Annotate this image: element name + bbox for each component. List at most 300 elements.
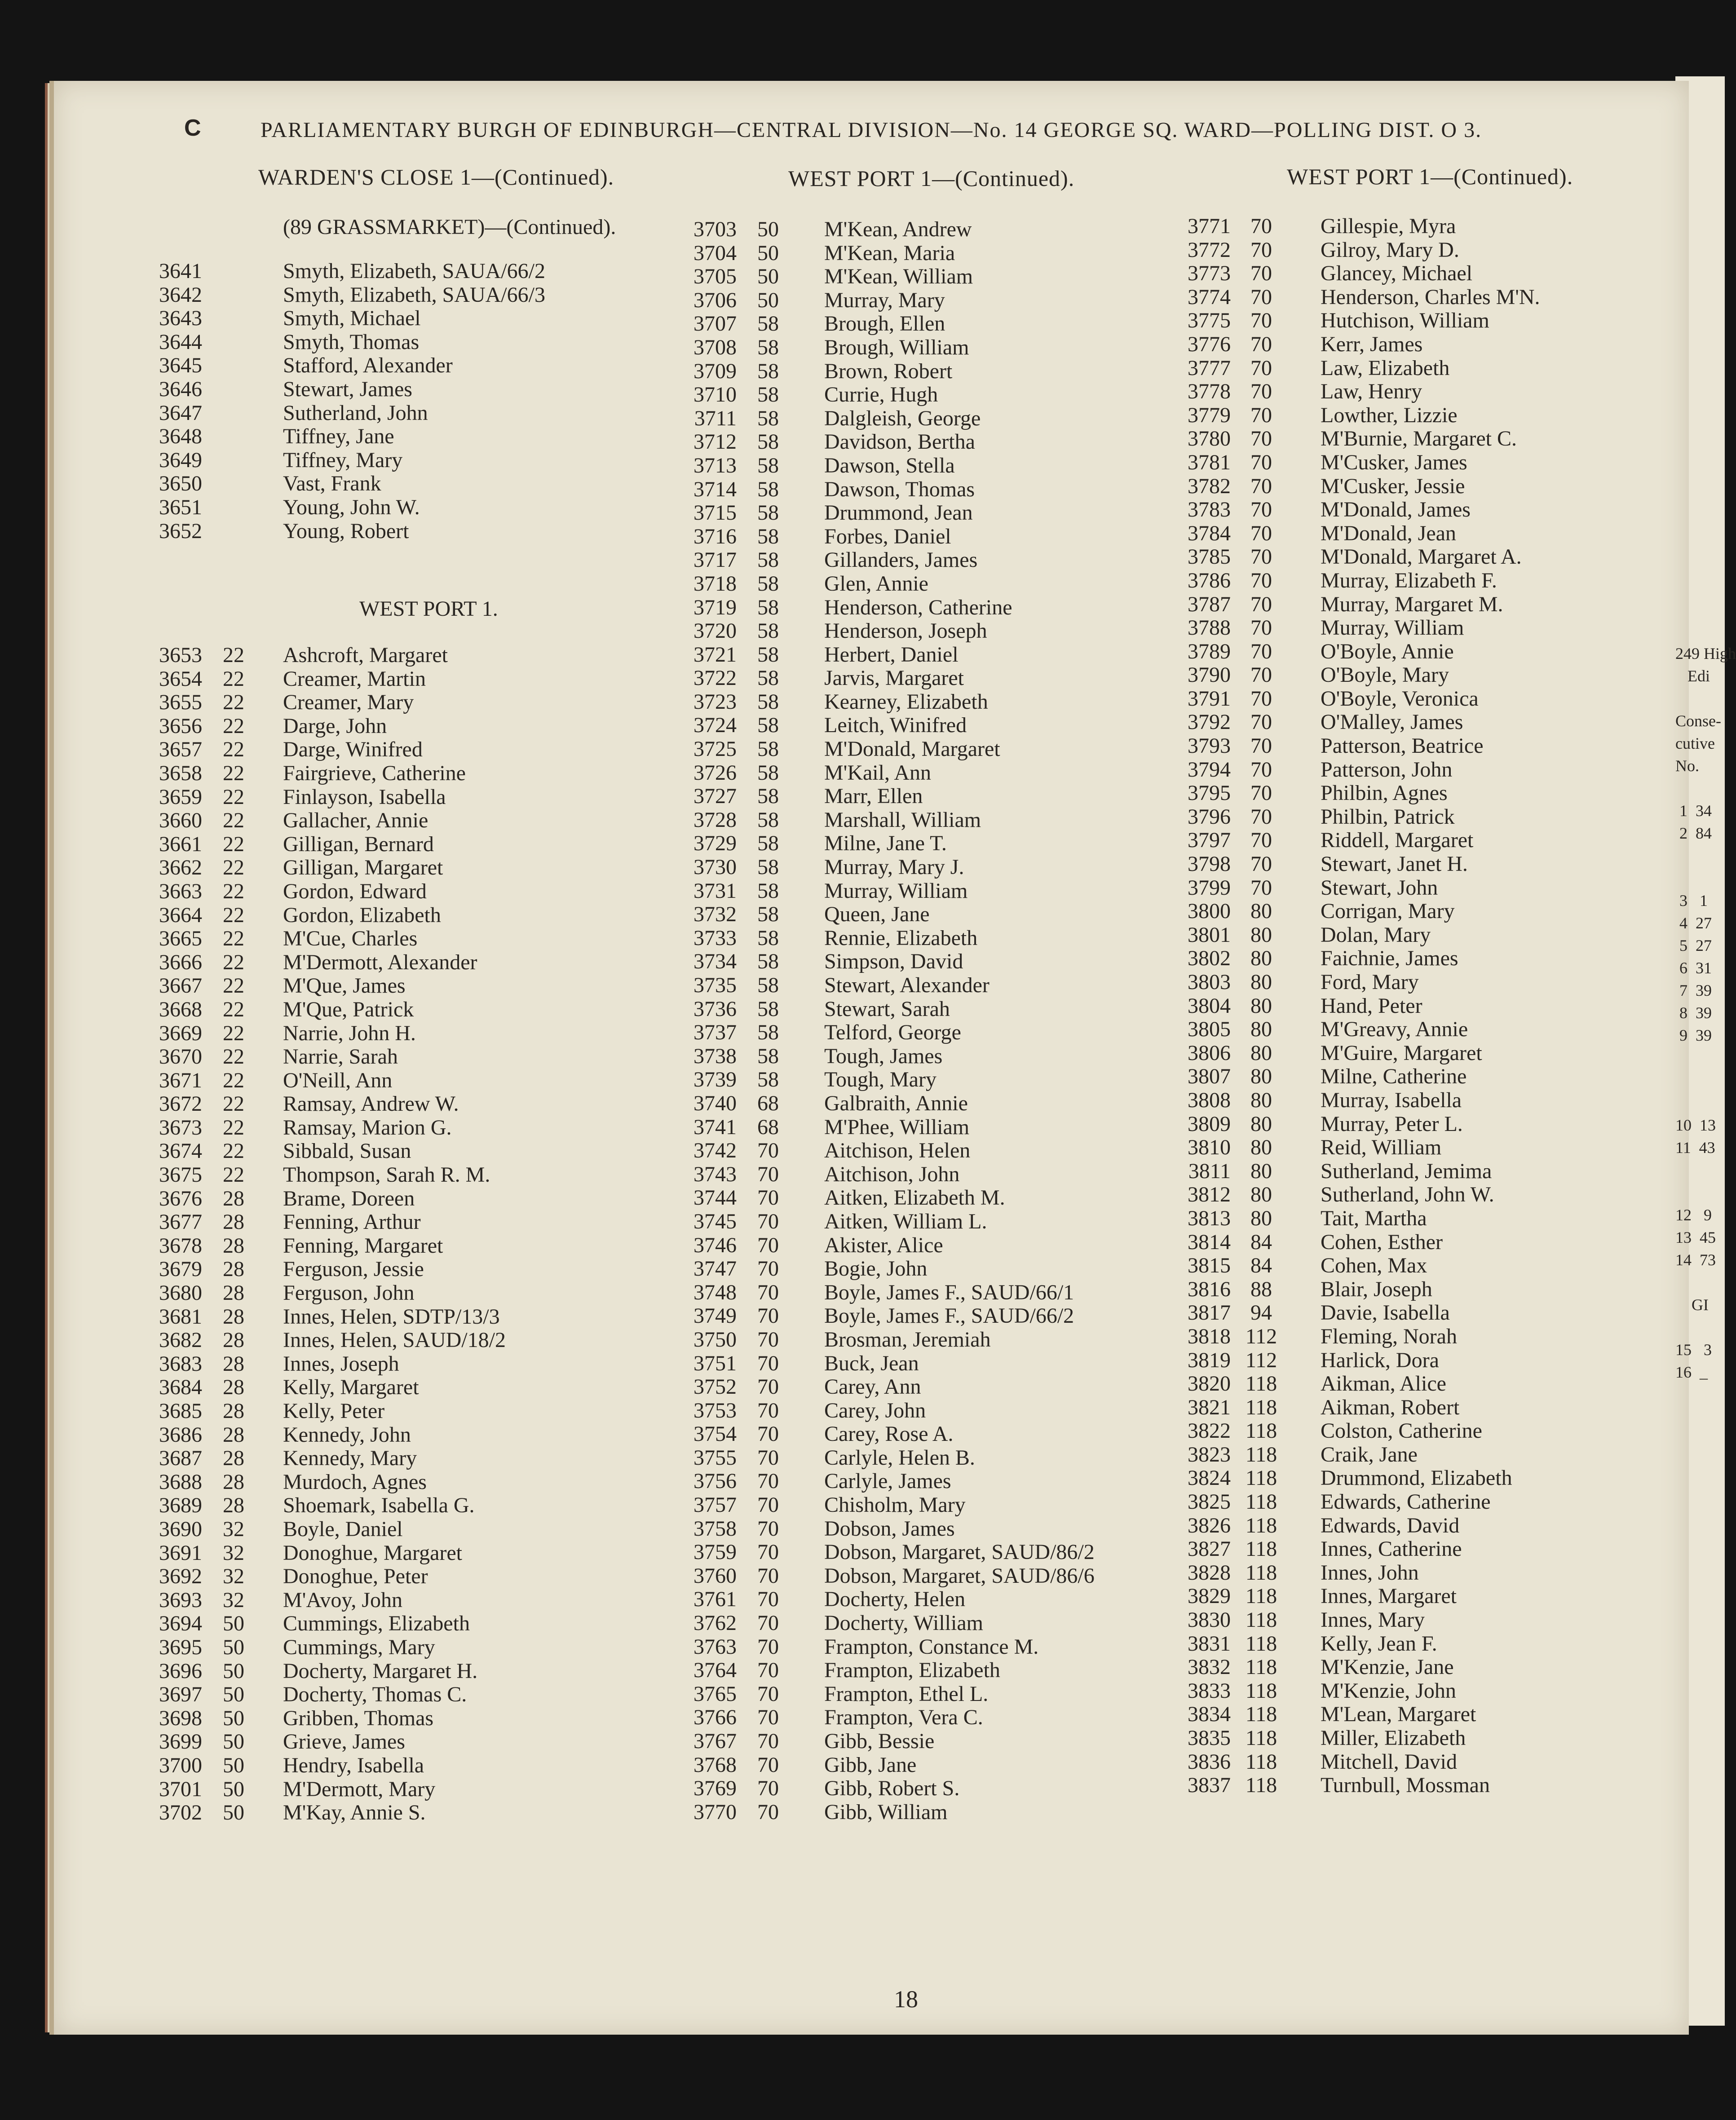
house-number: 28 bbox=[223, 1493, 244, 1518]
voter-name: Sutherland, Jemima bbox=[1321, 1159, 1492, 1183]
voter-number: 3739 bbox=[694, 1068, 737, 1092]
voter-name: Buck, Jean bbox=[824, 1351, 919, 1375]
voter-name: O'Boyle, Annie bbox=[1321, 639, 1454, 663]
voter-number: 3722 bbox=[694, 666, 737, 690]
voter-number: 3762 bbox=[694, 1611, 737, 1635]
voter-number: 3654 bbox=[159, 667, 202, 691]
voter-name: Boyle, James F., SAUD/66/2 bbox=[824, 1304, 1074, 1328]
voter-name: Forbes, Daniel bbox=[824, 524, 951, 548]
voter-number: 3802 bbox=[1188, 946, 1231, 971]
voter-name: Drummond, Jean bbox=[824, 501, 973, 525]
voter-number: 3718 bbox=[694, 571, 737, 596]
voter-number: 3753 bbox=[694, 1398, 737, 1422]
voter-name: Frampton, Ethel L. bbox=[824, 1682, 989, 1706]
house-number: 80 bbox=[1250, 899, 1272, 923]
voter-number: 3656 bbox=[159, 714, 202, 738]
house-number: 22 bbox=[223, 808, 244, 833]
voter-number: 3803 bbox=[1188, 970, 1231, 994]
house-number: 70 bbox=[757, 1516, 779, 1541]
house-number: 22 bbox=[223, 785, 244, 809]
voter-number: 3754 bbox=[694, 1422, 737, 1446]
voter-number: 3744 bbox=[694, 1186, 737, 1210]
voter-number: 3826 bbox=[1188, 1513, 1231, 1537]
voter-name: M'Cusker, James bbox=[1321, 450, 1467, 474]
voter-number: 3658 bbox=[159, 761, 202, 785]
house-number: 22 bbox=[223, 1021, 244, 1045]
house-number: 118 bbox=[1245, 1466, 1277, 1490]
voter-number: 3769 bbox=[694, 1776, 737, 1801]
house-number: 22 bbox=[223, 927, 244, 951]
voter-name: Murray, Mary bbox=[824, 288, 945, 312]
voter-name: Drummond, Elizabeth bbox=[1321, 1466, 1512, 1490]
house-number: 68 bbox=[757, 1091, 779, 1115]
house-number: 80 bbox=[1250, 1041, 1272, 1065]
house-number: 58 bbox=[757, 784, 779, 808]
voter-name: Sibbald, Susan bbox=[283, 1139, 411, 1163]
voter-number: 3789 bbox=[1188, 639, 1231, 663]
column1-subheading: (89 GRASSMARKET)—(Continued). bbox=[283, 215, 616, 239]
voter-number: 3759 bbox=[694, 1540, 737, 1564]
voter-number: 3692 bbox=[159, 1564, 202, 1589]
house-number: 22 bbox=[223, 997, 244, 1021]
house-number: 70 bbox=[1250, 757, 1272, 782]
voter-number: 3825 bbox=[1188, 1490, 1231, 1514]
voter-number: 3643 bbox=[159, 306, 202, 331]
house-number: 58 bbox=[757, 430, 779, 454]
voter-name: Corrigan, Mary bbox=[1321, 899, 1455, 923]
house-number: 28 bbox=[223, 1352, 244, 1376]
voter-number: 3705 bbox=[694, 265, 737, 289]
house-number: 22 bbox=[223, 856, 244, 880]
voter-name: O'Boyle, Mary bbox=[1321, 663, 1449, 687]
house-number: 28 bbox=[223, 1399, 244, 1423]
voter-number: 3732 bbox=[694, 902, 737, 927]
voter-number: 3793 bbox=[1188, 734, 1231, 758]
voter-number: 3756 bbox=[694, 1469, 737, 1493]
voter-name: Docherty, Thomas C. bbox=[283, 1683, 467, 1707]
voter-number: 3655 bbox=[159, 690, 202, 715]
voter-name: Murray, Margaret M. bbox=[1321, 592, 1503, 616]
house-number: 80 bbox=[1250, 1088, 1272, 1112]
voter-number: 3811 bbox=[1188, 1159, 1231, 1183]
voter-name: Smyth, Thomas bbox=[283, 330, 420, 354]
voter-number: 3667 bbox=[159, 974, 202, 998]
voter-number: 3670 bbox=[159, 1045, 202, 1069]
voter-number: 3660 bbox=[159, 808, 202, 833]
voter-name: Cummings, Mary bbox=[283, 1635, 435, 1659]
voter-name: Aikman, Alice bbox=[1321, 1372, 1446, 1396]
voter-number: 3723 bbox=[694, 689, 737, 714]
house-number: 32 bbox=[223, 1564, 244, 1589]
voter-number: 3804 bbox=[1188, 994, 1231, 1018]
voter-number: 3763 bbox=[694, 1634, 737, 1659]
voter-number: 3734 bbox=[694, 950, 737, 974]
corner-letter: C bbox=[184, 115, 201, 141]
voter-name: Hendry, Isabella bbox=[283, 1753, 424, 1777]
voter-name: Jarvis, Margaret bbox=[824, 666, 964, 690]
voter-name: M'Kean, William bbox=[824, 265, 973, 289]
voter-name: Kearney, Elizabeth bbox=[824, 689, 988, 714]
house-number: 70 bbox=[1250, 427, 1272, 451]
voter-name: Davie, Isabella bbox=[1321, 1301, 1450, 1325]
house-number: 58 bbox=[757, 642, 779, 667]
house-number: 118 bbox=[1245, 1749, 1277, 1774]
voter-number: 3714 bbox=[694, 477, 737, 501]
voter-number: 3757 bbox=[694, 1493, 737, 1517]
house-number: 70 bbox=[757, 1682, 779, 1706]
voter-number: 3780 bbox=[1188, 427, 1231, 451]
house-number: 50 bbox=[223, 1753, 244, 1777]
voter-number: 3668 bbox=[159, 997, 202, 1021]
voter-number: 3771 bbox=[1188, 214, 1231, 238]
voter-number: 3664 bbox=[159, 903, 202, 927]
voter-name: Smyth, Elizabeth, SAUA/66/3 bbox=[283, 283, 545, 307]
house-number: 118 bbox=[1245, 1631, 1277, 1656]
voter-number: 3678 bbox=[159, 1233, 202, 1258]
house-number: 58 bbox=[757, 902, 779, 927]
voter-name: Philbin, Agnes bbox=[1321, 781, 1448, 805]
next-page-margin-text: 249 High Edi Conse- cutive No. 1 34 2 84 3 1 4 27 5 27 6 31 7 39 8 39 9 39 10 13 11 43 12 9 13 45 14 73 GI 15 3 16 _ bbox=[1675, 645, 1736, 1381]
house-number: 70 bbox=[757, 1540, 779, 1564]
voter-number: 3768 bbox=[694, 1753, 737, 1777]
house-number: 118 bbox=[1245, 1678, 1277, 1703]
voter-name: M'Dermott, Mary bbox=[283, 1777, 436, 1801]
voter-name: Finlayson, Isabella bbox=[283, 785, 446, 809]
house-number: 70 bbox=[1250, 686, 1272, 711]
house-number: 70 bbox=[757, 1493, 779, 1517]
voter-number: 3729 bbox=[694, 831, 737, 856]
voter-name: Stafford, Alexander bbox=[283, 353, 453, 378]
voter-name: Donoghue, Margaret bbox=[283, 1541, 462, 1565]
voter-number: 3735 bbox=[694, 973, 737, 997]
voter-number: 3749 bbox=[694, 1304, 737, 1328]
house-number: 70 bbox=[1250, 474, 1272, 498]
voter-number: 3742 bbox=[694, 1139, 737, 1163]
voter-name: Gilligan, Bernard bbox=[283, 832, 434, 856]
house-number: 70 bbox=[1250, 734, 1272, 758]
house-number: 58 bbox=[757, 1044, 779, 1068]
house-number: 70 bbox=[1250, 498, 1272, 522]
voter-name: Ferguson, Jessie bbox=[283, 1257, 424, 1281]
voter-name: Innes, Helen, SAUD/18/2 bbox=[283, 1328, 506, 1352]
voter-name: Carey, Ann bbox=[824, 1375, 921, 1399]
voter-name: Riddell, Margaret bbox=[1321, 828, 1474, 852]
voter-number: 3775 bbox=[1188, 309, 1231, 333]
voter-name: Aitchison, John bbox=[824, 1162, 960, 1186]
voter-number: 3770 bbox=[694, 1800, 737, 1824]
voter-number: 3671 bbox=[159, 1068, 202, 1092]
voter-number: 3822 bbox=[1188, 1419, 1231, 1443]
voter-number: 3687 bbox=[159, 1446, 202, 1471]
house-number: 50 bbox=[223, 1659, 244, 1683]
voter-name: M'Dermott, Alexander bbox=[283, 950, 477, 974]
house-number: 118 bbox=[1245, 1726, 1277, 1750]
voter-name: Frampton, Elizabeth bbox=[824, 1658, 1000, 1683]
voter-number: 3772 bbox=[1188, 238, 1231, 262]
voter-name: Stewart, Alexander bbox=[824, 973, 989, 997]
voter-number: 3783 bbox=[1188, 498, 1231, 522]
voter-name: Gilroy, Mary D. bbox=[1321, 238, 1459, 262]
house-number: 58 bbox=[757, 855, 779, 879]
voter-name: Galbraith, Annie bbox=[824, 1091, 968, 1115]
house-number: 58 bbox=[757, 1020, 779, 1045]
voter-name: Stewart, James bbox=[283, 377, 412, 401]
voter-name: Patterson, John bbox=[1321, 757, 1453, 782]
house-number: 70 bbox=[1250, 238, 1272, 262]
house-number: 58 bbox=[757, 950, 779, 974]
voter-number: 3684 bbox=[159, 1375, 202, 1400]
voter-name: M'Kenzie, John bbox=[1321, 1678, 1456, 1703]
voter-name: Stewart, Janet H. bbox=[1321, 852, 1468, 876]
house-number: 118 bbox=[1245, 1655, 1277, 1679]
house-number: 22 bbox=[223, 761, 244, 785]
voter-number: 3717 bbox=[694, 548, 737, 572]
house-number: 58 bbox=[757, 477, 779, 501]
voter-number: 3736 bbox=[694, 997, 737, 1021]
voter-name: Tait, Martha bbox=[1321, 1206, 1427, 1230]
voter-name: Kelly, Peter bbox=[283, 1399, 385, 1423]
voter-name: Dobson, James bbox=[824, 1516, 955, 1541]
voter-name: Gibb, Bessie bbox=[824, 1729, 935, 1753]
voter-number: 3665 bbox=[159, 927, 202, 951]
voter-name: Tough, Mary bbox=[824, 1068, 936, 1092]
voter-number: 3765 bbox=[694, 1682, 737, 1706]
house-number: 58 bbox=[757, 312, 779, 336]
voter-name: Brame, Doreen bbox=[283, 1186, 415, 1210]
voter-number: 3814 bbox=[1188, 1230, 1231, 1254]
voter-name: Philbin, Patrick bbox=[1321, 804, 1455, 829]
house-number: 80 bbox=[1250, 970, 1272, 994]
voter-number: 3652 bbox=[159, 519, 202, 543]
house-number: 50 bbox=[223, 1612, 244, 1636]
voter-name: Milne, Jane T. bbox=[824, 831, 947, 856]
voter-name: Kelly, Margaret bbox=[283, 1375, 419, 1400]
voter-name: Aitken, Elizabeth M. bbox=[824, 1186, 1005, 1210]
voter-number: 3781 bbox=[1188, 450, 1231, 474]
voter-number: 3788 bbox=[1188, 616, 1231, 640]
voter-name: Murray, William bbox=[1321, 616, 1464, 640]
voter-number: 3644 bbox=[159, 330, 202, 354]
voter-number: 3698 bbox=[159, 1706, 202, 1730]
voter-name: Ferguson, John bbox=[283, 1281, 415, 1305]
voter-name: Ashcroft, Margaret bbox=[283, 643, 448, 667]
voter-number: 3818 bbox=[1188, 1324, 1231, 1348]
voter-name: Gibb, William bbox=[824, 1800, 948, 1824]
voter-number: 3799 bbox=[1188, 875, 1231, 900]
voter-name: Currie, Hugh bbox=[824, 383, 938, 407]
voter-number: 3681 bbox=[159, 1304, 202, 1329]
house-number: 70 bbox=[1250, 356, 1272, 380]
voter-name: Cohen, Max bbox=[1321, 1254, 1427, 1278]
voter-name: Stewart, John bbox=[1321, 875, 1438, 900]
house-number: 58 bbox=[757, 831, 779, 856]
voter-number: 3764 bbox=[694, 1658, 737, 1683]
house-number: 70 bbox=[757, 1445, 779, 1470]
voter-number: 3785 bbox=[1188, 545, 1231, 569]
house-number: 70 bbox=[757, 1776, 779, 1801]
voter-name: Gillespie, Myra bbox=[1321, 214, 1456, 238]
voter-name: Ramsay, Andrew W. bbox=[283, 1092, 459, 1116]
house-number: 70 bbox=[1250, 403, 1272, 427]
house-number: 22 bbox=[223, 690, 244, 715]
house-number: 58 bbox=[757, 997, 779, 1021]
voter-number: 3837 bbox=[1188, 1773, 1231, 1798]
house-number: 28 bbox=[223, 1186, 244, 1210]
voter-number: 3648 bbox=[159, 424, 202, 449]
voter-name: Hutchison, William bbox=[1321, 309, 1489, 333]
voter-name: Docherty, William bbox=[824, 1611, 983, 1635]
house-number: 50 bbox=[223, 1730, 244, 1754]
voter-name: Murray, William bbox=[824, 879, 968, 903]
voter-number: 3827 bbox=[1188, 1537, 1231, 1561]
voter-number: 3797 bbox=[1188, 828, 1231, 852]
house-number: 70 bbox=[757, 1800, 779, 1824]
voter-number: 3707 bbox=[694, 312, 737, 336]
house-number: 28 bbox=[223, 1446, 244, 1471]
house-number: 112 bbox=[1245, 1324, 1277, 1348]
house-number: 80 bbox=[1250, 1064, 1272, 1089]
voter-number: 3808 bbox=[1188, 1088, 1231, 1112]
voter-name: Frampton, Vera C. bbox=[824, 1705, 983, 1730]
voter-name: Creamer, Mary bbox=[283, 690, 414, 715]
house-number: 70 bbox=[1250, 616, 1272, 640]
house-number: 58 bbox=[757, 619, 779, 643]
voter-number: 3713 bbox=[694, 453, 737, 477]
voter-number: 3701 bbox=[159, 1777, 202, 1801]
voter-number: 3649 bbox=[159, 448, 202, 472]
house-number: 50 bbox=[757, 217, 779, 241]
voter-name: M'Cue, Charles bbox=[283, 927, 418, 951]
voter-number: 3738 bbox=[694, 1044, 737, 1068]
voter-number: 3702 bbox=[159, 1801, 202, 1825]
voter-name: Telford, George bbox=[824, 1020, 961, 1045]
house-number: 70 bbox=[1250, 710, 1272, 734]
house-number: 70 bbox=[1250, 852, 1272, 876]
voter-number: 3720 bbox=[694, 619, 737, 643]
house-number: 118 bbox=[1245, 1560, 1277, 1585]
house-number: 22 bbox=[223, 1045, 244, 1069]
voter-number: 3746 bbox=[694, 1233, 737, 1257]
voter-number: 3674 bbox=[159, 1139, 202, 1163]
voter-name: Darge, John bbox=[283, 714, 387, 738]
voter-name: Turnbull, Mossman bbox=[1321, 1773, 1490, 1798]
voter-number: 3760 bbox=[694, 1564, 737, 1588]
house-number: 80 bbox=[1250, 1112, 1272, 1136]
voter-name: Kerr, James bbox=[1321, 332, 1423, 356]
voter-number: 3653 bbox=[159, 643, 202, 667]
house-number: 58 bbox=[757, 383, 779, 407]
house-number: 58 bbox=[757, 453, 779, 477]
voter-number: 3645 bbox=[159, 353, 202, 378]
voter-name: M'Phee, William bbox=[824, 1115, 970, 1139]
voter-name: Innes, Helen, SDTP/13/3 bbox=[283, 1304, 500, 1329]
voter-number: 3801 bbox=[1188, 923, 1231, 947]
voter-number: 3835 bbox=[1188, 1726, 1231, 1750]
voter-number: 3755 bbox=[694, 1445, 737, 1470]
voter-name: Henderson, Charles M'N. bbox=[1321, 285, 1540, 309]
voter-name: Ramsay, Marion G. bbox=[283, 1115, 452, 1140]
voter-name: Marr, Ellen bbox=[824, 784, 923, 808]
voter-number: 3728 bbox=[694, 808, 737, 832]
house-number: 118 bbox=[1245, 1372, 1277, 1396]
house-number: 68 bbox=[757, 1115, 779, 1139]
voter-number: 3661 bbox=[159, 832, 202, 856]
voter-number: 3777 bbox=[1188, 356, 1231, 380]
voter-name: Aikman, Robert bbox=[1321, 1395, 1460, 1419]
house-number: 118 bbox=[1245, 1442, 1277, 1466]
voter-name: Carey, John bbox=[824, 1398, 926, 1422]
house-number: 70 bbox=[757, 1422, 779, 1446]
voter-name: Blair, Joseph bbox=[1321, 1277, 1432, 1301]
house-number: 80 bbox=[1250, 994, 1272, 1018]
house-number: 32 bbox=[223, 1588, 244, 1612]
house-number: 50 bbox=[757, 265, 779, 289]
voter-number: 3786 bbox=[1188, 568, 1231, 592]
voter-number: 3819 bbox=[1188, 1348, 1231, 1372]
house-number: 28 bbox=[223, 1210, 244, 1234]
house-number: 118 bbox=[1245, 1513, 1277, 1537]
house-number: 70 bbox=[757, 1398, 779, 1422]
voter-name: M'Kenzie, Jane bbox=[1321, 1655, 1454, 1679]
house-number: 70 bbox=[757, 1753, 779, 1777]
voter-number: 3706 bbox=[694, 288, 737, 312]
voter-number: 3834 bbox=[1188, 1702, 1231, 1727]
house-number: 84 bbox=[1250, 1254, 1272, 1278]
voter-number: 3641 bbox=[159, 259, 202, 283]
voter-number: 3730 bbox=[694, 855, 737, 879]
voter-number: 3642 bbox=[159, 283, 202, 307]
house-number: 22 bbox=[223, 950, 244, 974]
voter-name: M'Kay, Annie S. bbox=[283, 1801, 426, 1825]
voter-number: 3685 bbox=[159, 1399, 202, 1423]
voter-number: 3752 bbox=[694, 1375, 737, 1399]
house-number: 50 bbox=[223, 1706, 244, 1730]
voter-number: 3751 bbox=[694, 1351, 737, 1375]
voter-number: 3815 bbox=[1188, 1254, 1231, 1278]
voter-name: Harlick, Dora bbox=[1321, 1348, 1439, 1372]
voter-name: Kennedy, Mary bbox=[283, 1446, 417, 1471]
voter-number: 3784 bbox=[1188, 521, 1231, 545]
house-number: 28 bbox=[223, 1281, 244, 1305]
house-number: 22 bbox=[223, 879, 244, 903]
voter-name: Aitchison, Helen bbox=[824, 1139, 971, 1163]
voter-name: Cummings, Elizabeth bbox=[283, 1612, 470, 1636]
voter-number: 3699 bbox=[159, 1730, 202, 1754]
voter-name: M'Donald, James bbox=[1321, 498, 1471, 522]
house-number: 58 bbox=[757, 524, 779, 548]
voter-name: Gribben, Thomas bbox=[283, 1706, 434, 1730]
house-number: 70 bbox=[1250, 663, 1272, 687]
voter-number: 3646 bbox=[159, 377, 202, 401]
voter-name: Kelly, Jean F. bbox=[1321, 1631, 1437, 1656]
voter-name: Innes, Catherine bbox=[1321, 1537, 1462, 1561]
house-number: 118 bbox=[1245, 1395, 1277, 1419]
voter-number: 3805 bbox=[1188, 1017, 1231, 1042]
house-number: 58 bbox=[757, 571, 779, 596]
house-number: 118 bbox=[1245, 1702, 1277, 1727]
house-number: 22 bbox=[223, 714, 244, 738]
voter-name: Marshall, William bbox=[824, 808, 981, 832]
voter-number: 3703 bbox=[694, 217, 737, 241]
voter-name: Sutherland, John bbox=[283, 401, 428, 425]
voter-number: 3731 bbox=[694, 879, 737, 903]
voter-name: M'Kail, Ann bbox=[824, 760, 931, 785]
house-number: 58 bbox=[757, 808, 779, 832]
voter-name: Thompson, Sarah R. M. bbox=[283, 1163, 490, 1187]
house-number: 118 bbox=[1245, 1608, 1277, 1632]
voter-name: M'Donald, Jean bbox=[1321, 521, 1456, 545]
house-number: 70 bbox=[1250, 285, 1272, 309]
